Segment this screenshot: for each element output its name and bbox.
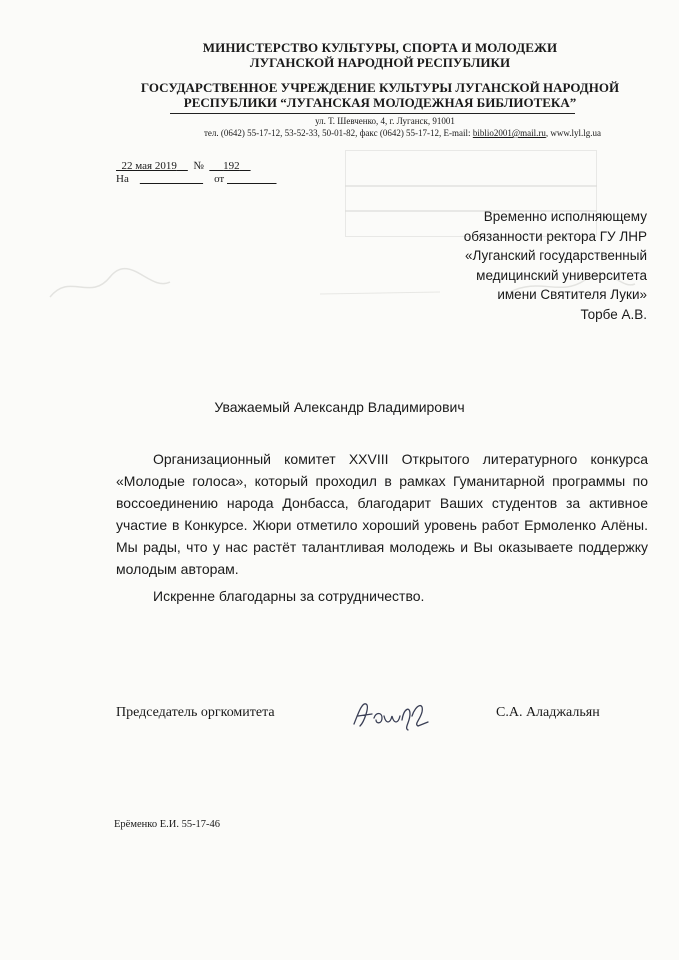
addressee-line: медицинский университета	[476, 267, 647, 283]
incoming-registration	[116, 173, 277, 185]
institution-address: ул. Т. Шевченко, 4, г. Луганск, 91001	[315, 116, 455, 126]
from-label: от	[214, 173, 225, 185]
incoming-number-blank	[140, 173, 203, 185]
executor-contact: Ерёменко Е.И. 55-17-46	[114, 819, 221, 830]
signatory-role: Председатель оргкомитета	[116, 705, 275, 720]
bleed-through-table-row	[345, 185, 597, 187]
addressee-line: имени Святителя Луки»	[497, 287, 647, 302]
incoming-date-blank	[227, 173, 277, 185]
greeting: Уважаемый Александр Владимирович	[214, 399, 465, 415]
contacts-email[interactable]: biblio2001@mail.ru	[472, 128, 546, 138]
contacts-phones: тел. (0642) 55-17-12, 53-52-33, 50-01-82, факс (0642) 55-17-12, E-mail:	[203, 128, 473, 138]
signatory-name: С.А. Аладжальян	[496, 705, 600, 720]
institution-name-line2: РЕСПУБЛИКИ “ЛУГАНСКАЯ МОЛОДЕЖНАЯ БИБЛИОТЕКА”	[183, 95, 577, 110]
ministry-name-line2: ЛУГАНСКОЙ НАРОДНОЙ РЕСПУБЛИКИ	[249, 55, 511, 70]
institution-contacts	[150, 128, 655, 138]
header-rule	[170, 113, 575, 114]
letter-body	[116, 448, 648, 580]
outgoing-number: 192	[223, 160, 240, 172]
outgoing-registration	[116, 160, 251, 172]
institution-name-line1: ГОСУДАРСТВЕННОЕ УЧРЕЖДЕНИЕ КУЛЬТУРЫ ЛУГАНСКОЙ НАРОДНОЙ	[140, 80, 620, 95]
addressee-line: «Луганский государственный	[464, 248, 647, 263]
on-label: На	[116, 173, 129, 185]
addressee-line: Торбе А.В.	[580, 306, 647, 322]
addressee-line: обязанности ректора ГУ ЛНР	[463, 228, 647, 244]
handwritten-signature	[346, 694, 436, 734]
body-paragraph: Организационный комитет XXVIII Открытого литературного конкурса «Молодые голоса», который проходил в рамках Гуманитарной программы по воссоединению народа Донбасса, благодарит Ваших студентов за активное участие в Конкурсе. Жюри отметило хороший уровень работ Ермоленко Алёны. Мы рады, что у нас растёт талантливая молодежь и Вы оказываете поддержку молодым авторам.	[116, 451, 648, 577]
addressee-line: Временно исполняющему	[483, 209, 647, 224]
addressee-block	[387, 207, 647, 324]
contacts-website: , www.lyl.lg.ua	[545, 128, 602, 138]
outgoing-date: 22 мая 2019	[121, 160, 177, 172]
closing-thanks: Искренне благодарны за сотрудничество.	[153, 588, 425, 604]
ministry-name-line1: МИНИСТЕРСТВО КУЛЬТУРЫ, СПОРТА И МОЛОДЕЖИ	[202, 40, 558, 55]
number-label: №	[193, 160, 204, 172]
